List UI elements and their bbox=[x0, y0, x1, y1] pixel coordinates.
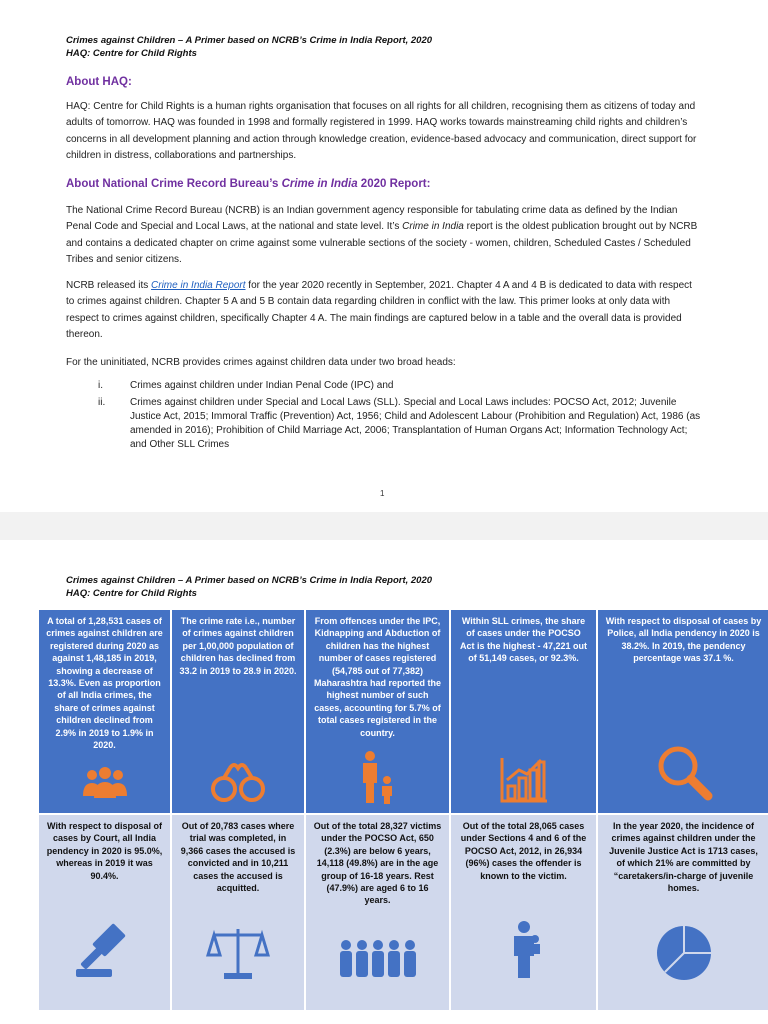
finding-cell bbox=[597, 814, 768, 1011]
finding-text: With respect to disposal of cases by Police, all India pendency in 2020 is 38.2%. In 2019, the pendency percentage was 37.1 %. bbox=[605, 616, 762, 664]
p2-pre: NCRB released its bbox=[66, 280, 152, 291]
finding-cell bbox=[171, 814, 305, 1011]
page-header bbox=[66, 35, 432, 60]
about-ncrb-heading-em: Crime in India bbox=[281, 178, 358, 190]
finding-text: Out of the total 28,327 victims under the POCSO Act, 650 (2.3%) are below 6 years, 14,118 (49.8%) are in the age group of 16-18 years. Rest (47.9%) are aged 6 to 16 years. bbox=[313, 821, 442, 906]
finding-text: In the year 2020, the incidence of crimes against children under the Juvenile Justice Act is 1713 cases, of which 21% are committed by “caretakers/in-charge of juvenile homes. bbox=[609, 821, 758, 894]
gavel-icon bbox=[72, 921, 138, 981]
finding-cell bbox=[450, 609, 597, 814]
finding-text: With respect to disposal of cases by Court, all India pendency in 2020 is 95.0%, whereas in 2019 it was 90.4%. bbox=[46, 821, 163, 881]
adult-child-icon bbox=[358, 750, 398, 806]
finding-text: The crime rate i.e., number of crimes against children per 1,00,000 population of children has declined from 33.2 in 2019 to 28.9 in 2020. bbox=[179, 616, 297, 676]
about-haq-text: HAQ: Centre for Child Rights is a human rights organisation that focuses on all rights for all children, recognising them as citizens of today and adults of tomorrow. HAQ was founded in 1998 and formally registered in 1999. HAQ works towards mainstreaming child rights and children’s concerns in all development planning and action through knowledge creation, evidence-based advocacy and communication, direct support for children in distress, collaborations and partnerships. bbox=[66, 101, 697, 162]
handcuffs-icon bbox=[208, 756, 268, 806]
about-haq-heading: About HAQ: bbox=[66, 76, 132, 88]
list-item-text: Crimes against children under Special and Local Laws (SLL). Special and Local Laws includes: POCSO Act, 2012; Juvenile Justice Act, 2015; Immoral Traffic (Prevention) Act, 1956; Child and Adolescent Labour (Prohibition and Regulation) Act, 1986 (as amended in 2016); Prohibition of Child Marriage Act, 2006; Transplantation of Human Organs Act; Information Technology Act; and Other SLL Crimes bbox=[130, 397, 701, 450]
org-name: HAQ: Centre for Child Rights bbox=[66, 47, 197, 59]
report-title: Crimes against Children – A Primer based on NCRB’s Crime in India Report, 2020 bbox=[66, 35, 433, 46]
finding-text: Within SLL crimes, the share of cases under the POCSO Act is the highest - 47,221 out of 51,149 cases, or 92.3%. bbox=[459, 616, 588, 664]
magnifier-icon bbox=[654, 742, 714, 802]
page-number: 1 bbox=[380, 489, 385, 498]
finding-cell bbox=[171, 609, 305, 814]
about-ncrb-heading-post: 2020 Report: bbox=[357, 178, 431, 190]
heads-list bbox=[66, 379, 702, 452]
crime-in-india-report-link[interactable]: Crime in India Report bbox=[151, 280, 246, 291]
ncrb-paragraph-2 bbox=[66, 278, 702, 344]
finding-cell bbox=[305, 609, 450, 814]
finding-cell bbox=[597, 609, 768, 814]
scales-icon bbox=[206, 925, 270, 981]
bar-chart-icon bbox=[499, 756, 549, 804]
person-child-icon bbox=[504, 921, 544, 979]
p1-pre: The National Crime Record Bureau (NCRB) is an Indian government agency responsible for tabulating crime data as defined by the Indian Penal Code and Special and Local Laws, at the national and state level. It’s bbox=[66, 205, 678, 233]
list-item bbox=[66, 379, 702, 393]
about-ncrb-heading bbox=[66, 178, 430, 190]
list-item bbox=[66, 396, 702, 452]
p1-post: report is the oldest publication brought out by NCRB and contains a dedicated chapter on crime against some vulnerable sections of the society - women, children, Scheduled Castes / Scheduled Tribes and senior citizens. bbox=[66, 221, 698, 266]
findings-row-2 bbox=[38, 814, 768, 1011]
finding-text: Out of 20,783 cases where trial was completed, in 9,366 cases the accused is convicted and in 10,211 cases the accused is acquitted. bbox=[180, 821, 296, 894]
finding-cell bbox=[450, 814, 597, 1011]
org-name: HAQ: Centre for Child Rights bbox=[66, 587, 197, 599]
finding-cell bbox=[38, 814, 171, 1011]
finding-text: From offences under the IPC, Kidnapping and Abduction of children has the highest number of cases registered (54,785 out of 77,382) Maharashtra had reported the highest number of such cases, accounting for 5.7% of total cases registered in the country. bbox=[313, 616, 442, 738]
list-item-number: ii. bbox=[98, 397, 106, 408]
group-icon bbox=[80, 766, 130, 800]
p1-em: Crime in India bbox=[402, 221, 464, 233]
report-title: Crimes against Children – A Primer based on NCRB’s Crime in India Report, 2020 bbox=[66, 575, 433, 586]
findings-table bbox=[38, 609, 768, 1011]
list-item-text: Crimes against children under Indian Penal Code (IPC) and bbox=[130, 380, 394, 391]
finding-cell bbox=[305, 814, 450, 1011]
ncrb-paragraph-3: For the uninitiated, NCRB provides crimes against children data under two broad heads: bbox=[66, 357, 456, 368]
crowd-icon bbox=[336, 939, 420, 979]
finding-text: A total of 1,28,531 cases of crimes against children are registered during 2020 as against 1,48,185 in 2019, showing a decrease of 13.3%. Even as proportion of all India crimes, the share of crimes against children declined from 2.9% in 2019 to 1.9% in 2020. bbox=[46, 616, 163, 751]
page-header bbox=[66, 575, 432, 600]
ncrb-paragraph-1 bbox=[66, 203, 702, 269]
finding-cell bbox=[38, 609, 171, 814]
findings-row-1 bbox=[38, 609, 768, 814]
p2-post: for the year 2020 recently in September, 2021. Chapter 4 A and 4 B is dedicated to data with respect to crimes against children. Chapter 5 A and 5 B contain data regarding children in conflict with the law. This primer looks at only data with respect to crimes against children, specifically Chapter 4 A. The main findings are captured below in a table and the overall data is provided thereon. bbox=[66, 280, 692, 341]
list-item-number: i. bbox=[98, 380, 103, 391]
finding-text: Out of the total 28,065 cases under Sections 4 and 6 of the POCSO Act, 2012, in 26,934 (96%) cases the offender is known to the victim. bbox=[460, 821, 587, 881]
about-ncrb-heading-pre: About National Crime Record Bureau’s bbox=[66, 178, 282, 190]
pie-chart-icon bbox=[654, 923, 714, 983]
